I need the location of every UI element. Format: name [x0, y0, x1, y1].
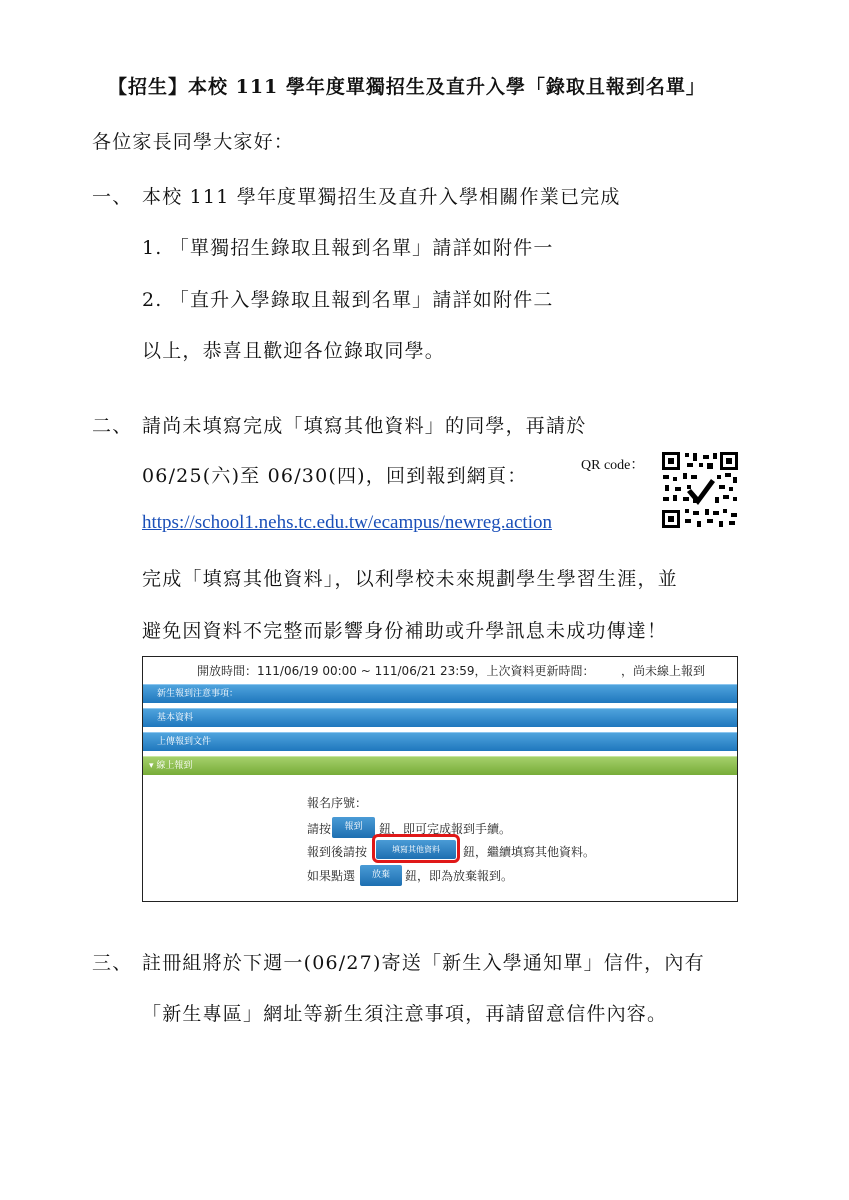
instruction-line-1-suffix: 鈕，即可完成報到手續。 — [379, 822, 512, 836]
instruction-line-3-suffix: 鈕，即為放棄報到。 — [405, 869, 514, 883]
fill-other-info-button[interactable]: 填寫其他資料 — [376, 840, 456, 859]
greeting: 各位家長同學大家好： — [92, 131, 295, 153]
registration-number-label: 報名序號： — [307, 796, 368, 810]
section-2-line-4: 避免因資料不完整而影響身份補助或升學訊息未成功傳達！ — [142, 620, 668, 642]
section-2-line-1: 請尚未填寫完成「填寫其他資料」的同學，再請於 — [142, 415, 587, 437]
section-bar-online-report[interactable]: ▾ 線上報到 — [143, 756, 737, 775]
section-1-line: 本校 111 學年度單獨招生及直升入學相關作業已完成 — [142, 186, 621, 208]
screenshot-header — [143, 657, 737, 682]
instruction-line-1-prefix: 請按 — [307, 822, 332, 836]
qr-code-icon[interactable] — [661, 451, 739, 529]
section-bar-basic-info[interactable]: 基本資料 — [143, 708, 737, 727]
instruction-line-2-prefix: 報到後請按 — [307, 845, 368, 859]
registration-link[interactable]: https://school1.nehs.tc.edu.tw/ecampus/newreg.action — [142, 512, 552, 533]
section-3-number: 三、 — [92, 952, 133, 974]
section-3-line-1: 註冊組將於下週一(06/27)寄送「新生入學通知單」信件，內有 — [142, 952, 705, 974]
registration-page-screenshot — [142, 656, 738, 902]
abandon-button[interactable]: 放棄 — [360, 865, 402, 886]
open-time-text: 開放時間：111/06/19 00:00 ~ 111/06/21 23:59，上次資料更新時間： — [197, 664, 595, 678]
section-1-item-2: 2. 「直升入學錄取且報到名單」請詳如附件二 — [142, 289, 554, 311]
instruction-line-2-suffix: 鈕，繼續填寫其他資料。 — [463, 845, 596, 859]
section-2-line-3: 完成「填寫其他資料」，以利學校未來規劃學生學習生涯，並 — [142, 568, 678, 590]
section-1-item-1: 1. 「單獨招生錄取且報到名單」請詳如附件一 — [142, 237, 554, 259]
report-button[interactable]: 報到 — [332, 817, 375, 838]
section-2-date-range: 06/25(六)至 06/30(四)，回到報到網頁： — [142, 465, 528, 487]
section-3-line-2: 「新生專區」網址等新生須注意事項，再請留意信件內容。 — [142, 1003, 668, 1025]
report-status-text: ，尚未線上報到 — [621, 664, 706, 678]
section-bar-notice[interactable]: 新生報到注意事項： — [143, 684, 737, 703]
qr-code-label: QR code： — [581, 458, 645, 473]
document-title: 【招生】本校 111 學年度單獨招生及直升入學「錄取且報到名單」 — [108, 76, 706, 98]
section-1-closing: 以上，恭喜且歡迎各位錄取同學。 — [142, 340, 446, 362]
section-1-number: 一、 — [92, 186, 133, 208]
section-bar-upload-docs[interactable]: 上傳報到文件 — [143, 732, 737, 751]
highlight-box — [372, 834, 460, 863]
section-2-number: 二、 — [92, 415, 133, 437]
instruction-line-3-prefix: 如果點選 — [307, 869, 356, 883]
